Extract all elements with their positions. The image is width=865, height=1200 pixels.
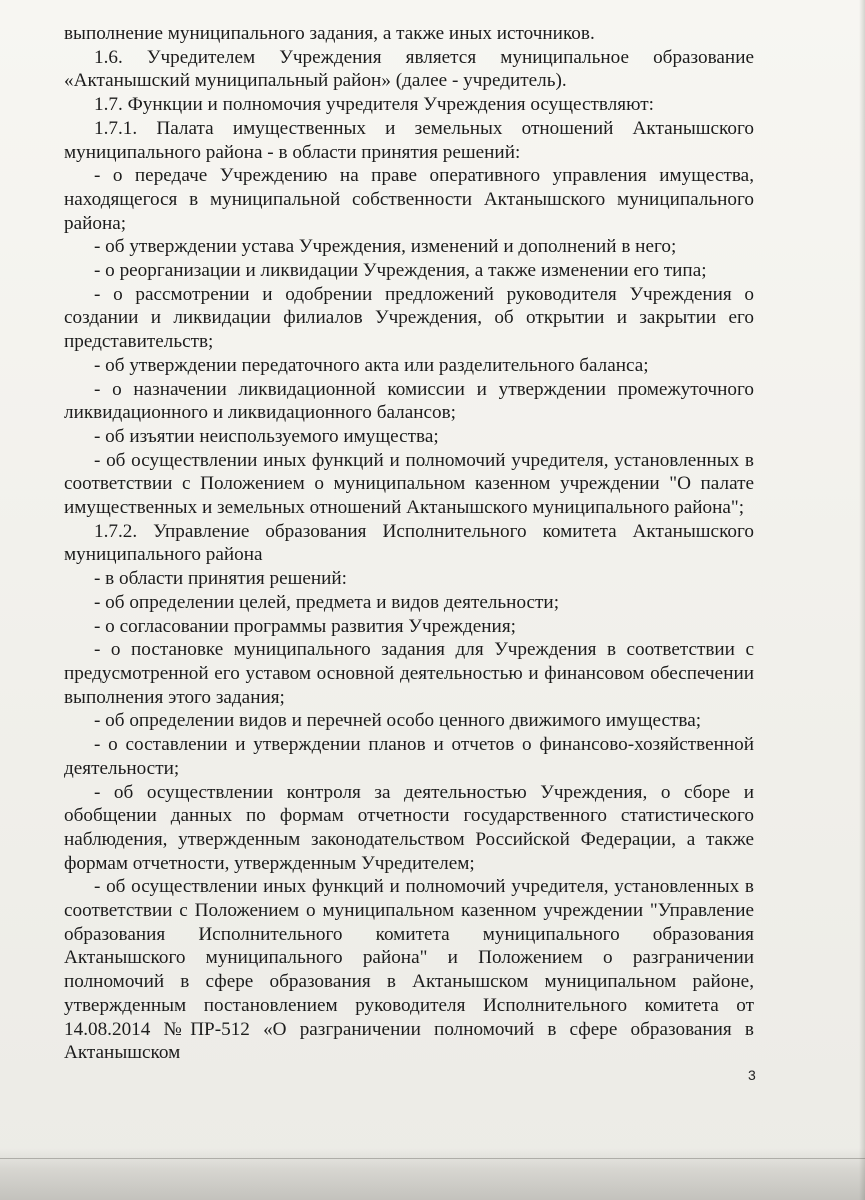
list-item: - о передаче Учреждению на праве оперативного управления имущества, находящегося в муниципальной собственности Актанышского муниципального района; xyxy=(64,165,754,234)
list-item: - об утверждении передаточного акта или разделительного баланса; xyxy=(94,354,649,376)
list-item: - в области принятия решений: xyxy=(94,568,348,590)
page-bottom-shadow xyxy=(0,1148,865,1200)
list-item: - об осуществлении контроля за деятельностью Учреждения, о сборе и обобщении данных по формам отчетности государственного статистического наблюдения, утвержденным законодательством Российской Федерации, а также формам отчетности, утвержденным Учредителем; xyxy=(64,781,754,874)
list-item: - об определении целей, предмета и видов деятельности; xyxy=(94,591,560,613)
paragraph-1-7-2: 1.7.2. Управление образования Исполнительного комитета Актанышского муниципального района xyxy=(64,520,754,566)
page-bottom-edge xyxy=(0,1158,865,1159)
list-item: - о постановке муниципального задания для Учреждения в соответствии с предусмотренной его уставом основной деятельностью и финансовом обеспечении выполнения этого задания; xyxy=(64,639,754,708)
list-item: - об осуществлении иных функций и полномочий учредителя, установленных в соответствии с Положением о муниципальном казенном учреждении "Управление образования Исполнительного комитета муниципального образования Актанышского муниципального района" и Положением о разграничении полномочий в сфере образования в Актанышском муниципальном районе, утвержденным постановлением руководителя Исполнительного комитета от 14.08.2014 №ПР-512 «О разграничении полномочий в сфере образования в Актанышском xyxy=(64,876,754,1064)
list-item: - об осуществлении иных функций и полномочий учредителя, установленных в соответствии с Положением о муниципальном казенном учреждении "О палате имущественных и земельных отношений Актанышского муниципального района"; xyxy=(64,449,754,519)
page-right-edge xyxy=(859,0,865,1200)
list-item: - о назначении ликвидационной комиссии и утверждении промежуточного ликвидационного и ликвидационного балансов; xyxy=(64,378,754,424)
page-number: 3 xyxy=(748,1067,756,1083)
list-item: - о составлении и утверждении планов и отчетов о финансово-хозяйственной деятельности; xyxy=(64,734,754,779)
list-item: - об изъятии неиспользуемого имущества; xyxy=(94,425,439,447)
paragraph-continuation: выполнение муниципального задания, а также иных источников. xyxy=(64,23,595,44)
document-body xyxy=(64,22,754,1065)
paragraph-1-7-1: 1.7.1. Палата имущественных и земельных отношений Актанышского муниципального района - в области принятия решений: xyxy=(64,117,754,163)
list-item: - о согласовании программы развития Учреждения; xyxy=(94,615,516,637)
paragraph-1-6: 1.6. Учредителем Учреждения является муниципальное образование «Актанышский муниципальный район» (далее - учредитель). xyxy=(64,46,754,92)
paragraph-1-7: 1.7. Функции и полномочия учредителя Учреждения осуществляют: xyxy=(94,94,654,116)
list-item: - об определении видов и перечней особо ценного движимого имущества; xyxy=(94,710,702,732)
list-item: - о реорганизации и ликвидации Учреждения, а также изменении его типа; xyxy=(94,260,707,282)
list-item: - о рассмотрении и одобрении предложений руководителя Учреждения о создании и ликвидации филиалов Учреждения, об открытии и закрытии его представительств; xyxy=(64,283,754,353)
list-item: - об утверждении устава Учреждения, изменений и дополнений в него; xyxy=(94,236,677,258)
